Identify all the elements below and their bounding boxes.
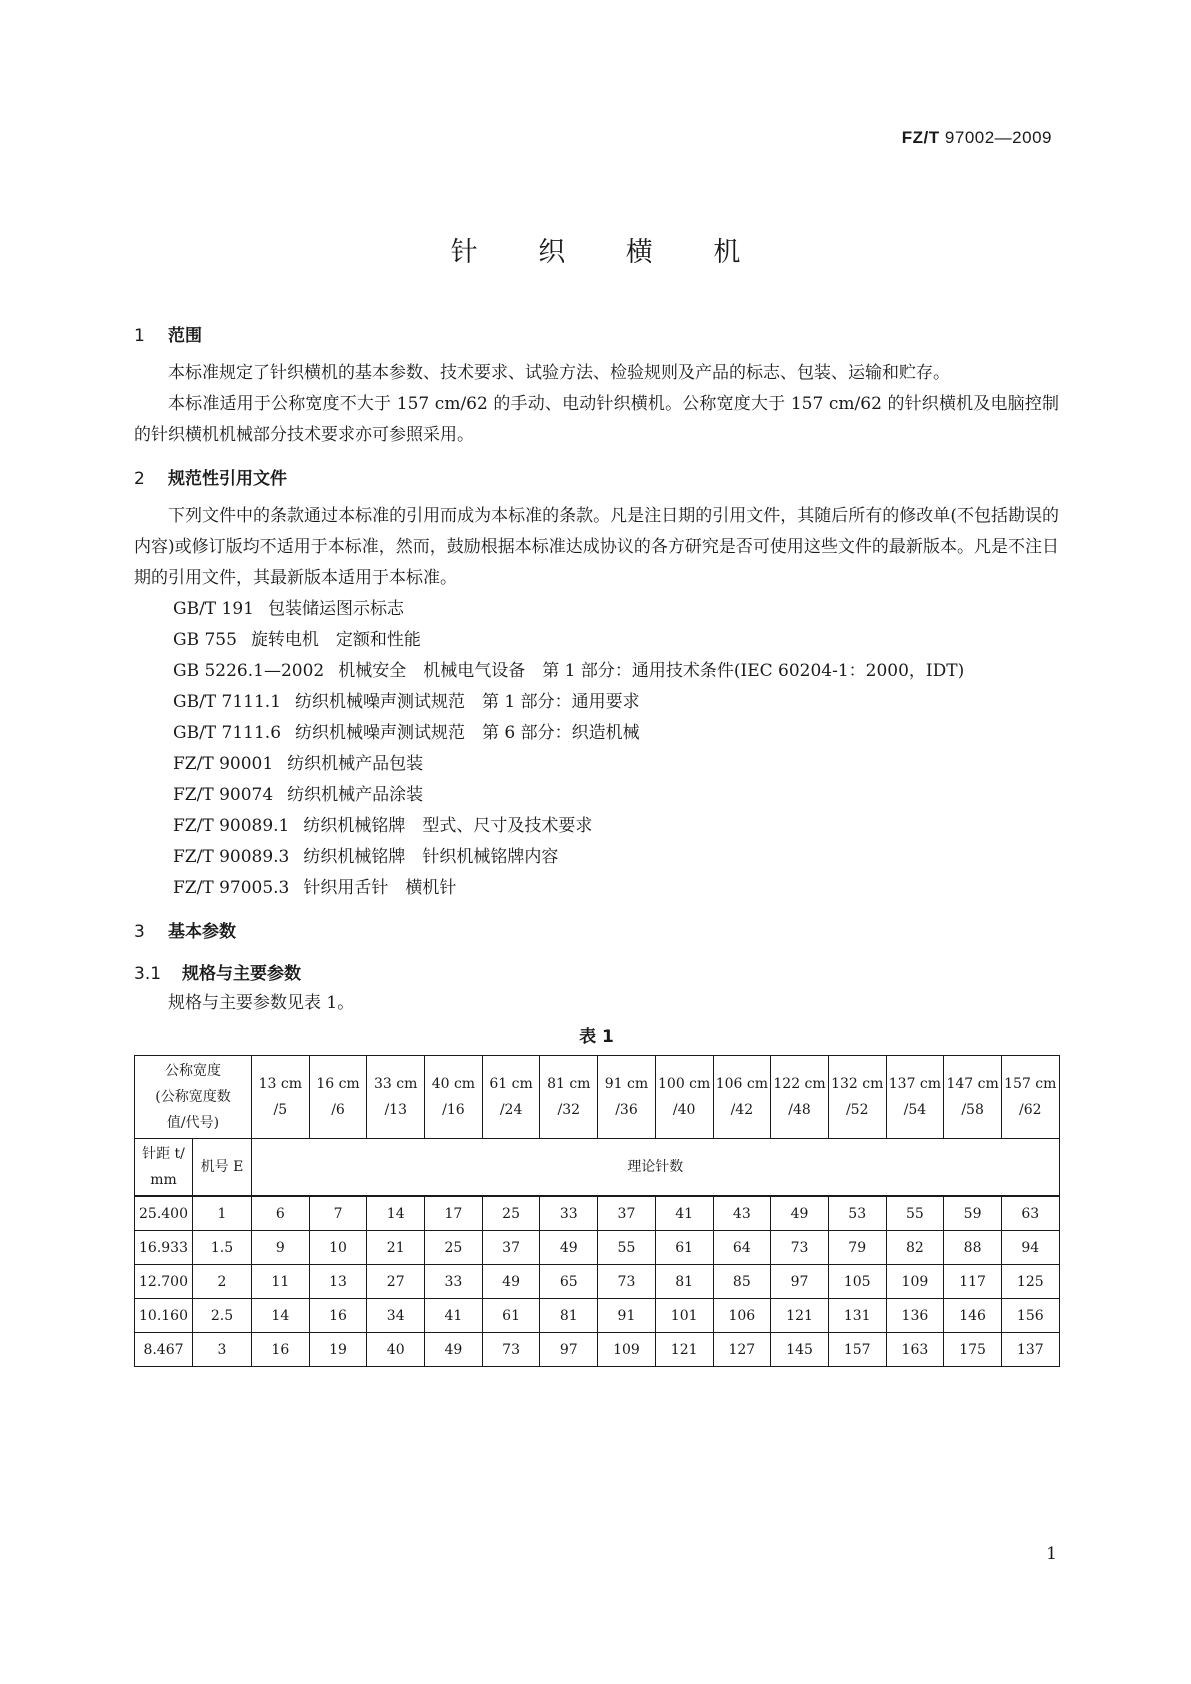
reference-code: GB 5226.1—2002 bbox=[173, 661, 325, 681]
width-header-cell bbox=[309, 1056, 367, 1139]
width-code: /13 bbox=[384, 1102, 407, 1118]
table-subheader-row bbox=[135, 1139, 1060, 1197]
section-title: 基本参数 bbox=[168, 922, 236, 942]
needle-count-cell: 64 bbox=[713, 1231, 771, 1265]
width-code: /32 bbox=[557, 1102, 581, 1118]
needle-count-cell: 11 bbox=[252, 1265, 310, 1299]
width-value: 106 cm bbox=[715, 1076, 768, 1092]
width-code: /5 bbox=[273, 1102, 288, 1118]
needle-count-cell: 127 bbox=[713, 1333, 771, 1367]
subsection-title: 规格与主要参数 bbox=[182, 964, 301, 984]
reference-title: 纺织机械铭牌 针织机械铭牌内容 bbox=[303, 847, 559, 867]
width-header-cell bbox=[598, 1056, 656, 1139]
needle-count-cell: 101 bbox=[655, 1299, 713, 1333]
reference-title: 机械安全 机械电气设备 第 1 部分：通用技术条件(IEC 60204-1：2000，IDT) bbox=[338, 661, 965, 681]
width-value: 13 cm bbox=[258, 1076, 303, 1092]
reference-title: 包装储运图示标志 bbox=[268, 599, 404, 619]
corner-header-line: (公称宽度数 bbox=[155, 1089, 231, 1105]
width-code: /24 bbox=[499, 1102, 523, 1118]
needle-count-cell: 117 bbox=[944, 1265, 1002, 1299]
reference-item bbox=[134, 811, 1059, 842]
needle-count-cell: 37 bbox=[482, 1231, 540, 1265]
width-code: /42 bbox=[730, 1102, 754, 1118]
reference-code: FZ/T 90001 bbox=[173, 754, 274, 774]
width-value: 33 cm bbox=[374, 1076, 418, 1092]
paragraph: 下列文件中的条款通过本标准的引用而成为本标准的条款。凡是注日期的引用文件，其随后所有的修改单(不包括勘误的内容)或修订版均不适用于本标准，然而，鼓励根据本标准达成协议的各方研究是否可使用这些文件的最新版本。凡是不注日期的引用文件，其最新版本适用于本标准。 bbox=[134, 506, 1059, 588]
standard-number bbox=[902, 128, 1052, 148]
width-value: 137 cm bbox=[888, 1076, 942, 1092]
needle-count-cell: 121 bbox=[771, 1299, 829, 1333]
page-number: 1 bbox=[1046, 1544, 1057, 1564]
section-number: 3 bbox=[134, 922, 145, 942]
table-row bbox=[135, 1231, 1060, 1265]
needle-count-cell: 63 bbox=[1001, 1196, 1059, 1231]
needle-count-cell: 16 bbox=[252, 1333, 310, 1367]
needle-count-cell: 6 bbox=[252, 1196, 310, 1231]
width-value: 157 cm bbox=[1004, 1076, 1057, 1092]
needle-count-cell: 131 bbox=[828, 1299, 886, 1333]
needle-count-cell: 79 bbox=[828, 1231, 886, 1265]
reference-item bbox=[134, 749, 1059, 780]
table-header-row bbox=[135, 1056, 1060, 1139]
section-title: 规范性引用文件 bbox=[168, 469, 287, 489]
needle-count-cell: 137 bbox=[1001, 1333, 1059, 1367]
needle-count-cell: 7 bbox=[309, 1196, 367, 1231]
section-1-heading bbox=[134, 322, 1059, 350]
document-title: 针 织 横 机 bbox=[450, 237, 767, 268]
needle-count-cell: 73 bbox=[598, 1265, 656, 1299]
width-header-cell bbox=[886, 1056, 944, 1139]
reference-code: FZ/T 97005.3 bbox=[173, 878, 290, 898]
paragraph: 本标准规定了针织横机的基本参数、技术要求、试验方法、检验规则及产品的标志、包装、运输和贮存。 bbox=[168, 363, 950, 383]
pitch-cell: 8.467 bbox=[135, 1333, 193, 1367]
needle-count-cell: 121 bbox=[655, 1333, 713, 1367]
needle-count-cell: 37 bbox=[598, 1196, 656, 1231]
subsection-3-1-heading bbox=[134, 960, 1059, 988]
section-3-heading bbox=[134, 918, 1059, 946]
needle-count-cell: 55 bbox=[598, 1231, 656, 1265]
reference-list bbox=[134, 594, 1059, 904]
reference-title: 纺织机械噪声测试规范 第 1 部分：通用要求 bbox=[295, 692, 640, 712]
needle-count-cell: 10 bbox=[309, 1231, 367, 1265]
reference-title: 纺织机械产品包装 bbox=[287, 754, 424, 774]
needle-count-cell: 163 bbox=[886, 1333, 944, 1367]
reference-item bbox=[134, 687, 1059, 718]
needle-count-cell: 81 bbox=[655, 1265, 713, 1299]
needle-count-cell: 73 bbox=[771, 1231, 829, 1265]
section-2-heading bbox=[134, 465, 1059, 493]
needle-count-cell: 19 bbox=[309, 1333, 367, 1367]
gauge-cell: 1.5 bbox=[193, 1231, 252, 1265]
needle-count-cell: 97 bbox=[540, 1333, 598, 1367]
needle-count-cell: 16 bbox=[309, 1299, 367, 1333]
needle-count-cell: 88 bbox=[944, 1231, 1002, 1265]
width-value: 100 cm bbox=[658, 1076, 711, 1092]
needle-count-cell: 85 bbox=[713, 1265, 771, 1299]
needle-count-cell: 109 bbox=[886, 1265, 944, 1299]
needle-count-cell: 34 bbox=[367, 1299, 425, 1333]
needle-count-cell: 14 bbox=[252, 1299, 310, 1333]
reference-code: GB/T 191 bbox=[173, 599, 254, 619]
reference-item bbox=[134, 718, 1059, 749]
pitch-cell: 25.400 bbox=[135, 1196, 193, 1231]
needle-count-cell: 21 bbox=[367, 1231, 425, 1265]
needle-count-cell: 81 bbox=[540, 1299, 598, 1333]
needle-count-cell: 40 bbox=[367, 1333, 425, 1367]
reference-code: FZ/T 90089.3 bbox=[173, 847, 290, 867]
needle-count-cell: 13 bbox=[309, 1265, 367, 1299]
needle-count-cell: 157 bbox=[828, 1333, 886, 1367]
pitch-header-line: mm bbox=[150, 1172, 177, 1188]
width-value: 81 cm bbox=[547, 1076, 591, 1092]
needle-count-cell: 125 bbox=[1001, 1265, 1059, 1299]
gauge-cell: 2 bbox=[193, 1265, 252, 1299]
needle-count-cell: 25 bbox=[482, 1196, 540, 1231]
needle-count-cell: 17 bbox=[425, 1196, 483, 1231]
needle-count-cell: 61 bbox=[655, 1231, 713, 1265]
reference-code: GB 755 bbox=[173, 630, 237, 650]
needle-count-cell: 91 bbox=[598, 1299, 656, 1333]
reference-item bbox=[134, 625, 1059, 656]
width-code: /58 bbox=[961, 1102, 984, 1118]
reference-item bbox=[134, 594, 1059, 625]
reference-item bbox=[134, 873, 1059, 904]
needle-count-cell: 33 bbox=[540, 1196, 598, 1231]
needle-count-cell: 49 bbox=[425, 1333, 483, 1367]
width-header-cell bbox=[1001, 1056, 1059, 1139]
width-value: 61 cm bbox=[489, 1076, 533, 1092]
needle-count-cell: 156 bbox=[1001, 1299, 1059, 1333]
needle-count-cell: 59 bbox=[944, 1196, 1002, 1231]
needle-count-cell: 9 bbox=[252, 1231, 310, 1265]
needle-count-cell: 49 bbox=[540, 1231, 598, 1265]
pitch-cell: 10.160 bbox=[135, 1299, 193, 1333]
gauge-header-cell: 机号 E bbox=[193, 1139, 252, 1197]
section-number: 2 bbox=[134, 469, 145, 489]
needle-count-cell: 175 bbox=[944, 1333, 1002, 1367]
needle-count-cell: 53 bbox=[828, 1196, 886, 1231]
subsection-number: 3.1 bbox=[134, 964, 162, 984]
needle-count-cell: 33 bbox=[425, 1265, 483, 1299]
needle-count-cell: 94 bbox=[1001, 1231, 1059, 1265]
reference-item bbox=[134, 656, 1059, 687]
reference-item bbox=[134, 780, 1059, 811]
width-code: /48 bbox=[788, 1102, 811, 1118]
pitch-cell: 12.700 bbox=[135, 1265, 193, 1299]
width-header-cell bbox=[367, 1056, 425, 1139]
reference-title: 纺织机械铭牌 型式、尺寸及技术要求 bbox=[303, 816, 593, 836]
needle-count-cell: 41 bbox=[655, 1196, 713, 1231]
reference-code: FZ/T 90074 bbox=[173, 785, 274, 805]
spec-table bbox=[134, 1055, 1060, 1367]
needle-count-cell: 106 bbox=[713, 1299, 771, 1333]
reference-code: FZ/T 90089.1 bbox=[173, 816, 290, 836]
pitch-header-cell bbox=[135, 1139, 193, 1197]
width-header-cell bbox=[655, 1056, 713, 1139]
needle-count-cell: 145 bbox=[771, 1333, 829, 1367]
pitch-header-line: 针距 t/ bbox=[142, 1146, 185, 1162]
paragraph: 本标准适用于公称宽度不大于 157 cm/62 的手动、电动针织横机。公称宽度大于 157 cm/62 的针织横机及电脑控制的针织横机机械部分技术要求亦可参照采用。 bbox=[134, 394, 1059, 445]
width-value: 16 cm bbox=[316, 1076, 360, 1092]
corner-header-line: 值/代号) bbox=[166, 1115, 220, 1131]
reference-title: 纺织机械产品涂装 bbox=[287, 785, 424, 805]
needle-count-cell: 49 bbox=[771, 1196, 829, 1231]
standard-prefix: FZ/T bbox=[901, 128, 940, 147]
width-value: 91 cm bbox=[604, 1076, 649, 1092]
reference-title: 旋转电机 定额和性能 bbox=[250, 630, 421, 650]
width-code: /54 bbox=[903, 1102, 927, 1118]
reference-item bbox=[134, 842, 1059, 873]
reference-code: GB/T 7111.6 bbox=[173, 723, 282, 743]
width-header-cell bbox=[771, 1056, 829, 1139]
reference-title: 针织用舌针 横机针 bbox=[303, 878, 457, 898]
needle-count-cell: 27 bbox=[367, 1265, 425, 1299]
needle-count-cell: 82 bbox=[886, 1231, 944, 1265]
paragraph: 规格与主要参数见表 1。 bbox=[168, 993, 355, 1013]
standard-code: 97002—2009 bbox=[944, 128, 1052, 147]
needle-count-cell: 61 bbox=[482, 1299, 540, 1333]
width-header-cell bbox=[828, 1056, 886, 1139]
width-code: /52 bbox=[845, 1102, 869, 1118]
width-header-cell bbox=[944, 1056, 1002, 1139]
width-header-cell bbox=[425, 1056, 483, 1139]
table-row bbox=[135, 1299, 1060, 1333]
width-value: 132 cm bbox=[831, 1076, 884, 1092]
needle-count-cell: 25 bbox=[425, 1231, 483, 1265]
needle-count-cell: 41 bbox=[425, 1299, 483, 1333]
corner-header-cell bbox=[135, 1056, 252, 1139]
width-header-cell bbox=[482, 1056, 540, 1139]
width-code: /6 bbox=[331, 1102, 345, 1118]
needle-count-cell: 73 bbox=[482, 1333, 540, 1367]
needles-header-cell: 理论针数 bbox=[252, 1139, 1060, 1197]
width-header-cell bbox=[713, 1056, 771, 1139]
corner-header-line: 公称宽度 bbox=[165, 1063, 221, 1079]
needle-count-cell: 43 bbox=[713, 1196, 771, 1231]
width-value: 122 cm bbox=[773, 1076, 826, 1092]
needle-count-cell: 65 bbox=[540, 1265, 598, 1299]
width-header-cell bbox=[540, 1056, 598, 1139]
table-caption: 表 1 bbox=[579, 1027, 614, 1047]
needle-count-cell: 14 bbox=[367, 1196, 425, 1231]
gauge-cell: 1 bbox=[193, 1196, 252, 1231]
section-number: 1 bbox=[134, 326, 145, 346]
needle-count-cell: 105 bbox=[828, 1265, 886, 1299]
needle-count-cell: 146 bbox=[944, 1299, 1002, 1333]
width-header-cell bbox=[252, 1056, 310, 1139]
width-code: /16 bbox=[442, 1102, 465, 1118]
width-value: 40 cm bbox=[431, 1076, 476, 1092]
width-code: /36 bbox=[615, 1102, 638, 1118]
table-row bbox=[135, 1265, 1060, 1299]
width-code: /62 bbox=[1019, 1102, 1042, 1118]
section-title: 范围 bbox=[168, 326, 202, 346]
table-row bbox=[135, 1333, 1060, 1367]
needle-count-cell: 109 bbox=[598, 1333, 656, 1367]
gauge-cell: 2.5 bbox=[193, 1299, 252, 1333]
reference-code: GB/T 7111.1 bbox=[173, 692, 282, 712]
table-row bbox=[135, 1196, 1060, 1231]
width-value: 147 cm bbox=[946, 1076, 999, 1092]
reference-title: 纺织机械噪声测试规范 第 6 部分：织造机械 bbox=[295, 723, 640, 743]
document-body bbox=[134, 322, 1059, 1367]
needle-count-cell: 55 bbox=[886, 1196, 944, 1231]
pitch-cell: 16.933 bbox=[135, 1231, 193, 1265]
gauge-cell: 3 bbox=[193, 1333, 252, 1367]
width-code: /40 bbox=[672, 1102, 696, 1118]
needle-count-cell: 97 bbox=[771, 1265, 829, 1299]
needle-count-cell: 136 bbox=[886, 1299, 944, 1333]
needle-count-cell: 49 bbox=[482, 1265, 540, 1299]
